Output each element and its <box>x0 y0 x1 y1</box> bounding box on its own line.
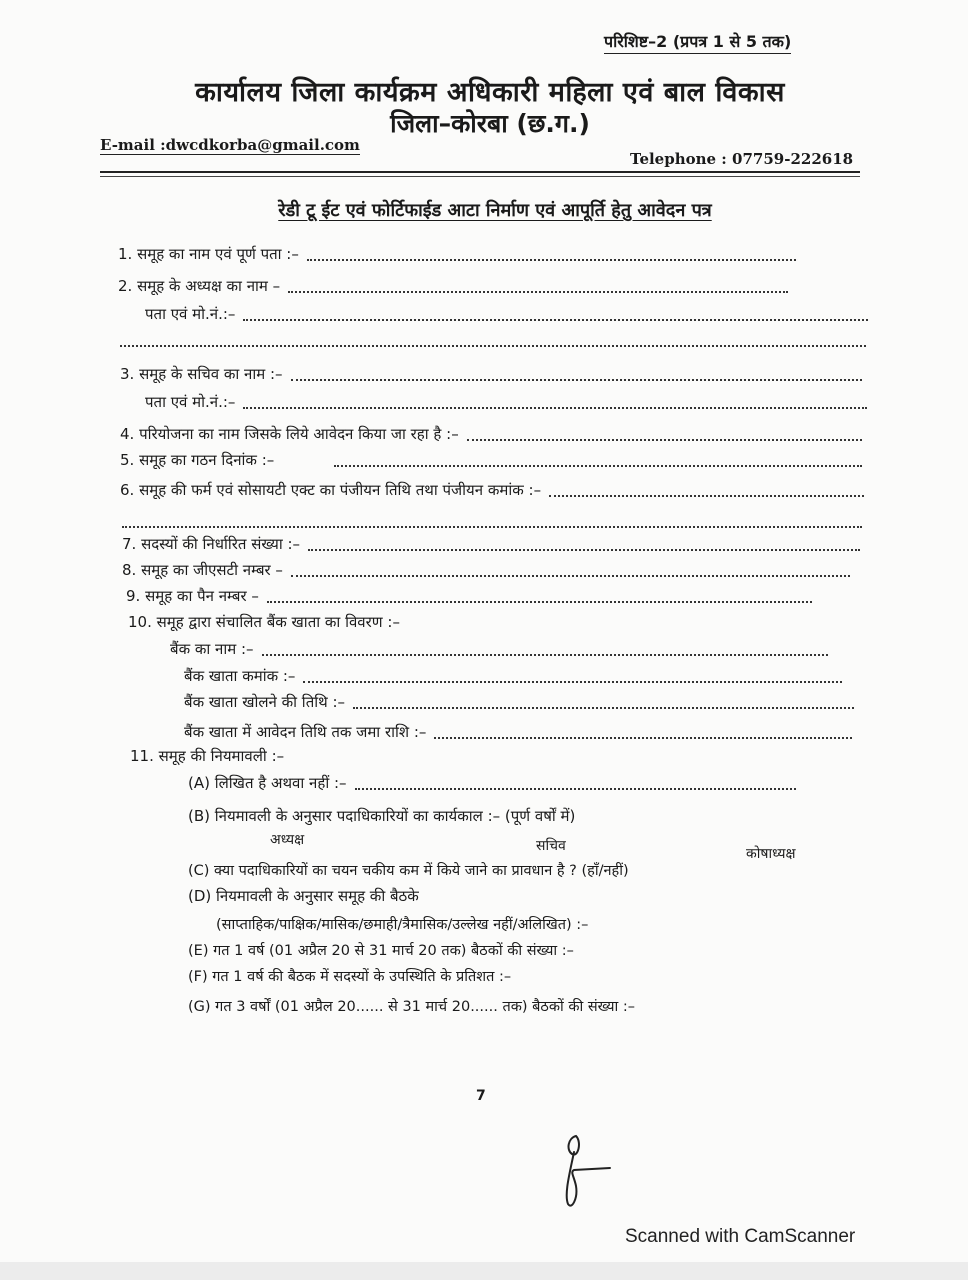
president-label: अध्यक्ष <box>270 832 305 848</box>
president-name-field[interactable] <box>118 276 788 296</box>
registration-field[interactable] <box>120 480 864 500</box>
field-label: 6. समूह की फर्म एवं सोसायटी एक्ट का पंजीयन तिथि तथा पंजीयन कमांक :– <box>120 481 542 499</box>
field-label: 9. समूह का पैन नम्बर – <box>126 587 259 605</box>
secretary-address-field[interactable] <box>145 392 867 412</box>
project-name-field[interactable] <box>120 424 862 444</box>
fill-line[interactable] <box>291 574 850 577</box>
field-label: पता एवं मो.नं.:– <box>145 305 236 323</box>
fill-line[interactable] <box>243 318 868 321</box>
secretary-label: सचिव <box>536 838 566 854</box>
formation-date-field[interactable] <box>120 450 862 470</box>
field-label: बैंक खाता खोलने की तिथि :– <box>184 693 346 711</box>
gst-number-field[interactable] <box>122 560 850 580</box>
fill-line[interactable] <box>549 494 864 497</box>
fill-line[interactable] <box>353 706 854 709</box>
fill-line-extra[interactable] <box>120 345 866 347</box>
fill-line[interactable] <box>243 406 867 409</box>
member-count-field[interactable] <box>122 534 860 554</box>
form-title: रेडी टू ईट एवं फोर्टिफाईड आटा निर्माण एवं आपूर्ति हेतु आवेदन पत्र <box>278 200 712 221</box>
fill-line[interactable] <box>291 378 862 381</box>
fill-line[interactable] <box>303 680 842 683</box>
treasurer-label: कोषाध्यक्ष <box>746 846 796 862</box>
page-number: 7 <box>476 1088 486 1104</box>
header-rule <box>100 171 860 173</box>
pan-number-field[interactable] <box>126 586 812 606</box>
president-address-field[interactable] <box>145 304 868 324</box>
fill-line-extra[interactable] <box>122 526 862 528</box>
email-contact: E-mail :dwcdkorba@gmail.com <box>100 136 360 154</box>
fill-line[interactable] <box>355 787 796 790</box>
field-label: 8. समूह का जीएसटी नम्बर – <box>122 561 283 579</box>
field-label: 4. परियोजना का नाम जिसके लिये आवेदन किया जा रहा है :– <box>120 425 459 443</box>
office-title: कार्यालय जिला कार्यक्रम अधिकारी महिला एवं बाल विकास <box>195 77 785 108</box>
fill-line[interactable] <box>262 653 828 656</box>
fill-line[interactable] <box>267 600 812 603</box>
fill-line[interactable] <box>307 258 796 261</box>
rules-written-field[interactable] <box>188 773 796 793</box>
field-label: पता एवं मो.नं.:– <box>145 393 236 411</box>
meetings-question: (D) नियमावली के अनुसार समूह की बैठके <box>188 887 419 905</box>
header-rule-thin <box>100 176 860 177</box>
field-label: 2. समूह के अध्यक्ष का नाम – <box>118 277 281 295</box>
bank-section-heading: 10. समूह द्वारा संचालित बैंक खाता का विवरण :– <box>128 613 400 631</box>
last-year-meetings-question: (E) गत 1 वर्ष (01 अप्रैल 20 से 31 मार्च 20 तक) बैठकों की संख्या :– <box>188 943 574 959</box>
camscanner-watermark: Scanned with CamScanner <box>625 1226 856 1247</box>
secretary-name-field[interactable] <box>120 364 862 384</box>
fill-line[interactable] <box>288 290 788 293</box>
group-name-field[interactable] <box>118 244 796 264</box>
field-label: (A) लिखित है अथवा नहीं :– <box>188 774 347 792</box>
deposit-amount-field[interactable] <box>184 722 852 742</box>
fill-line[interactable] <box>467 438 862 441</box>
annexure-label: परिशिष्ट–2 (प्रपत्र 1 से 5 तक) <box>604 30 791 54</box>
bottom-strip <box>0 1262 968 1280</box>
field-label: 5. समूह का गठन दिनांक :– <box>120 451 275 469</box>
field-label: 1. समूह का नाम एवं पूर्ण पता :– <box>118 245 299 263</box>
three-year-meetings-question: (G) गत 3 वर्षों (01 अप्रैल 20...... से 31 मार्च 20...... तक) बैठकों की संख्या :– <box>188 999 636 1015</box>
fill-line[interactable] <box>308 548 860 551</box>
signature-icon <box>548 1132 618 1212</box>
field-label: 3. समूह के सचिव का नाम :– <box>120 365 283 383</box>
field-label: बैंक का नाम :– <box>170 640 254 658</box>
field-label: बैंक खाता में आवेदन तिथि तक जमा राशि :– <box>184 723 427 741</box>
field-label: बैंक खाता कमांक :– <box>184 667 296 685</box>
office-term-question: (B) नियमावली के अनुसार पदाधिकारियों का कार्यकाल :– (पूर्ण वर्षों में) <box>188 807 576 825</box>
fill-line[interactable] <box>434 736 852 739</box>
bank-account-number-field[interactable] <box>184 666 842 686</box>
account-open-date-field[interactable] <box>184 692 854 712</box>
attendance-question: (F) गत 1 वर्ष की बैठक में सदस्यों के उपस्थिति के प्रतिशत :– <box>188 969 512 985</box>
rotation-question: (C) क्या पदाधिकारियों का चयन चकीय कम में किये जाने का प्रावधान है ? (हाँ/नहीं) <box>188 863 629 879</box>
fill-line[interactable] <box>334 464 862 467</box>
rules-section-heading: 11. समूह की नियमावली :– <box>130 747 285 765</box>
meeting-frequency-options: (साप्ताहिक/पाक्षिक/मासिक/छमाही/त्रैमासिक/उल्लेख नहीं/अलिखित) :– <box>216 917 589 933</box>
district-title: जिला–कोरबा (छ.ग.) <box>390 109 590 138</box>
bank-name-field[interactable] <box>170 639 828 659</box>
telephone-contact: Telephone : 07759-222618 <box>630 150 854 168</box>
field-label: 7. सदस्यों की निर्धारित संख्या :– <box>122 535 301 553</box>
